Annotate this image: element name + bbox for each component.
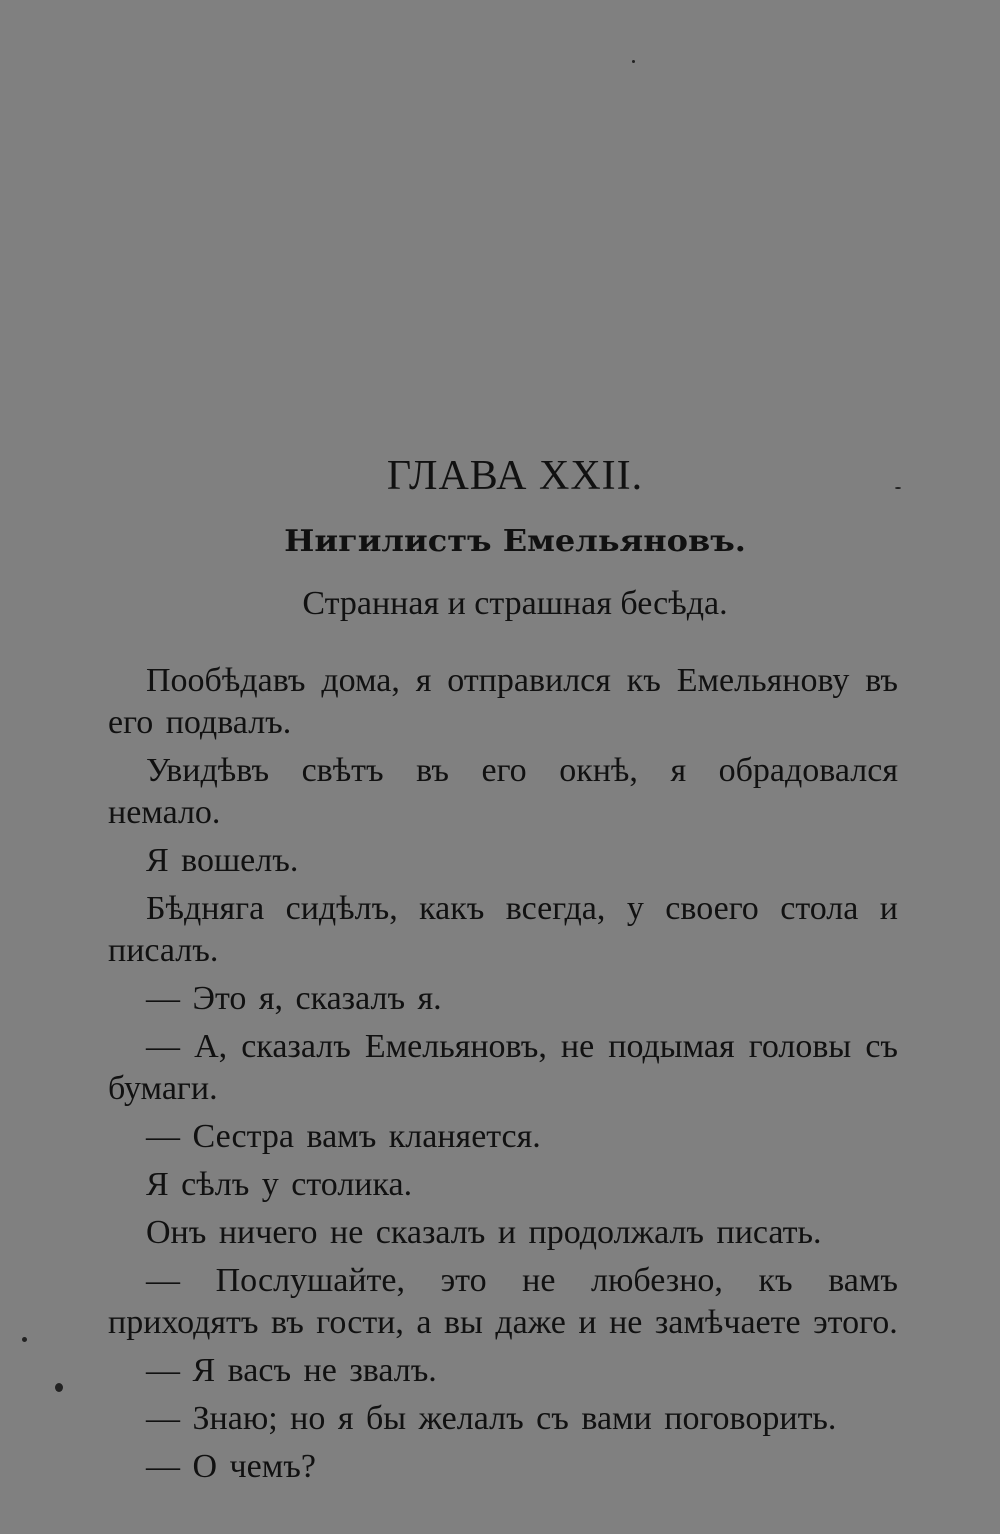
chapter-title: ГЛАВА XXII. <box>386 453 644 499</box>
paragraph: Онъ ничего не сказалъ и продолжалъ писать. <box>146 1214 822 1251</box>
chapter-summary: Странная и страшная бесѣда. <box>302 585 728 622</box>
scan-speck <box>895 487 901 489</box>
paragraph: — Сестра вамъ кланяется. <box>146 1118 541 1155</box>
paragraph: — Послушайте, это не любезно, къ вамъ приходятъ въ гости, а вы даже и не замѣчаете этого. <box>108 1262 898 1341</box>
paragraph: — Знаю; но я бы желалъ съ вами поговорить. <box>146 1400 837 1437</box>
paragraph: Пообѣдавъ дома, я отправился къ Емельянову въ его подвалъ. <box>108 662 898 741</box>
paragraph: Увидѣвъ свѣтъ въ его окнѣ, я обрадовался немало. <box>108 752 898 831</box>
scan-speck <box>55 1383 63 1392</box>
paragraph: — Это я, сказалъ я. <box>146 980 442 1017</box>
paragraph: — О чемъ? <box>146 1448 316 1485</box>
paragraph: Я сѣлъ у столика. <box>146 1166 413 1203</box>
paragraph: Бѣдняга сидѣлъ, какъ всегда, у своего стола и писалъ. <box>108 890 898 969</box>
paragraph: — А, сказалъ Емельяновъ, не подымая головы съ бумаги. <box>108 1028 898 1107</box>
scan-speck <box>22 1337 27 1342</box>
body-text <box>108 660 898 1494</box>
paragraph: Я вошелъ. <box>146 842 299 879</box>
scan-speck <box>632 60 635 63</box>
paragraph: — Я васъ не звалъ. <box>146 1352 437 1389</box>
chapter-subtitle: Нигилистъ Емельяновъ. <box>284 523 746 559</box>
